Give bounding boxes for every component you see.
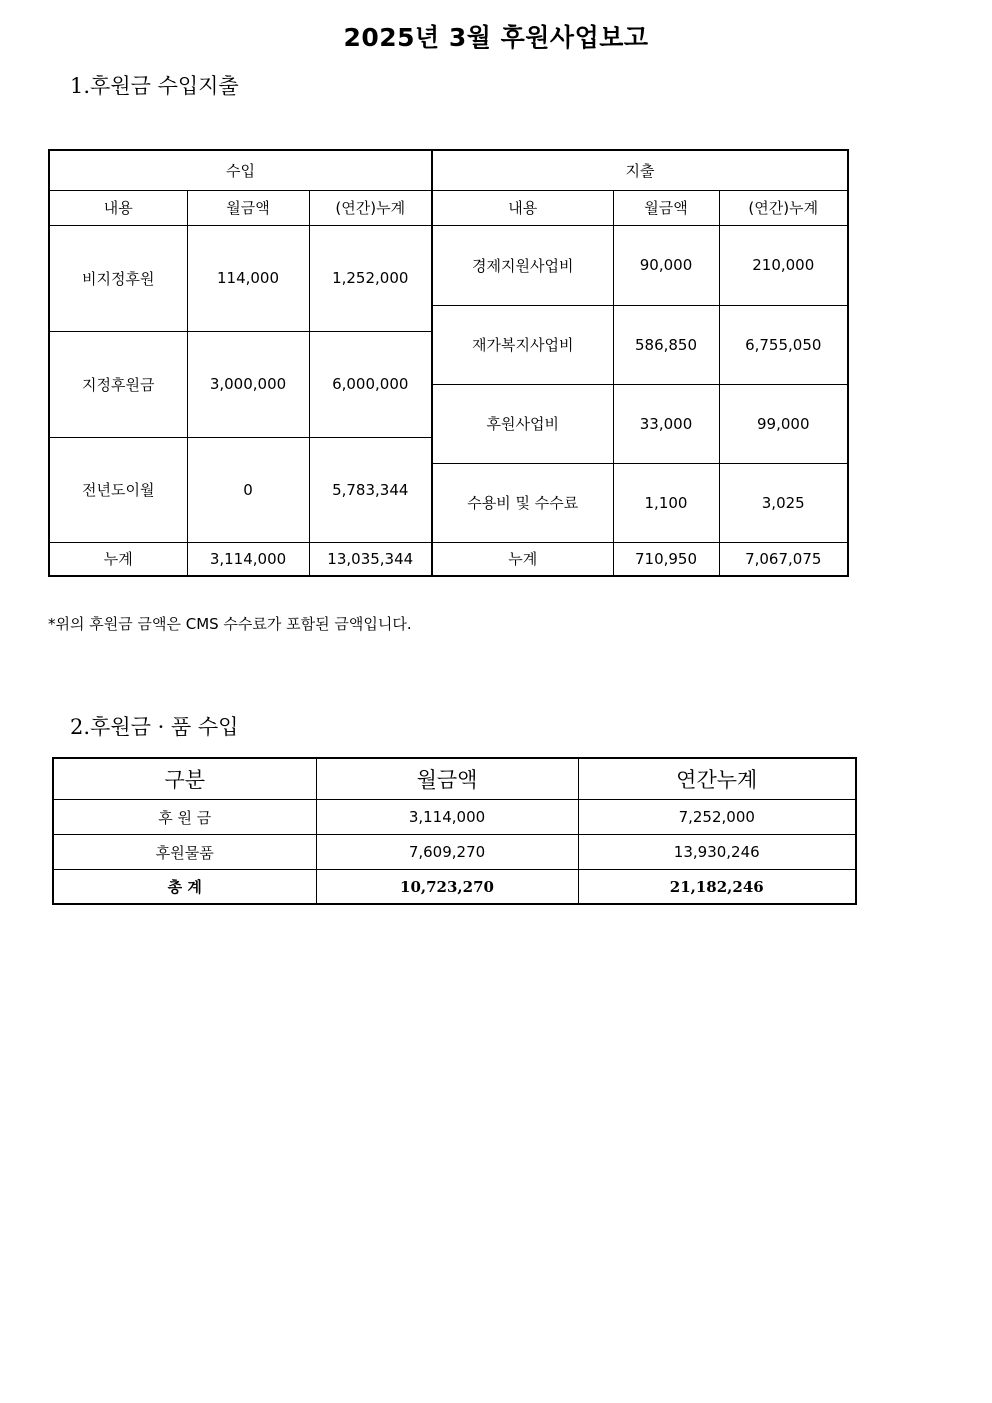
- summary-col-category: 구분: [53, 758, 316, 800]
- expense-row-label: 수용비 및 수수료: [432, 463, 613, 542]
- expense-row-annual: 99,000: [719, 384, 848, 463]
- expense-col-label: 내용: [432, 190, 613, 225]
- expense-header: 지출: [432, 150, 848, 190]
- expense-total-label: 누계: [432, 542, 613, 576]
- page-title: 2025년 3월 후원사업보고: [343, 23, 649, 52]
- section2-heading: 2.후원금 · 품 수입: [70, 715, 239, 739]
- expense-row-label: 후원사업비: [432, 384, 613, 463]
- summary-total-annual: 21,182,246: [578, 870, 856, 905]
- income-row-label: 비지정후원: [49, 225, 187, 331]
- expense-row-annual: 210,000: [719, 225, 848, 305]
- income-total-monthly: 3,114,000: [187, 542, 309, 576]
- income-col-label: 내용: [49, 190, 187, 225]
- income-row-monthly: 114,000: [187, 225, 309, 331]
- summary-row-label: 후 원 금: [53, 800, 316, 835]
- summary-total-label: 총 계: [53, 870, 316, 905]
- expense-row-label: 경제지원사업비: [432, 225, 613, 305]
- expense-row-monthly: 1,100: [613, 463, 719, 542]
- income-row-annual: 5,783,344: [309, 437, 432, 542]
- income-col-monthly: 월금액: [187, 190, 309, 225]
- expense-col-monthly: 월금액: [613, 190, 719, 225]
- summary-total-monthly: 10,723,270: [316, 870, 578, 905]
- expense-total-annual: 7,067,075: [719, 542, 848, 576]
- income-expense-table: [48, 149, 849, 577]
- expense-row-label: 재가복지사업비: [432, 305, 613, 384]
- income-row-annual: 1,252,000: [309, 225, 432, 331]
- summary-row-annual: 13,930,246: [578, 835, 856, 870]
- expense-total-monthly: 710,950: [613, 542, 719, 576]
- income-total-label: 누계: [49, 542, 187, 576]
- expense-col-annual: (연간)누계: [719, 190, 848, 225]
- summary-row-monthly: 7,609,270: [316, 835, 578, 870]
- expense-row-monthly: 586,850: [613, 305, 719, 384]
- income-row-monthly: 3,000,000: [187, 331, 309, 437]
- income-row-annual: 6,000,000: [309, 331, 432, 437]
- income-col-annual: (연간)누계: [309, 190, 432, 225]
- summary-row-label: 후원물품: [53, 835, 316, 870]
- income-total-annual: 13,035,344: [309, 542, 432, 576]
- summary-row-annual: 7,252,000: [578, 800, 856, 835]
- expense-row-monthly: 33,000: [613, 384, 719, 463]
- income-row-label: 지정후원금: [49, 331, 187, 437]
- donation-summary-table: [52, 757, 857, 905]
- summary-col-monthly: 월금액: [316, 758, 578, 800]
- expense-row-monthly: 90,000: [613, 225, 719, 305]
- summary-row-monthly: 3,114,000: [316, 800, 578, 835]
- fee-note: *위의 후원금 금액은 CMS 수수료가 포함된 금액입니다.: [48, 615, 412, 633]
- summary-col-annual: 연간누계: [578, 758, 856, 800]
- expense-row-annual: 3,025: [719, 463, 848, 542]
- income-row-label: 전년도이월: [49, 437, 187, 542]
- expense-row-annual: 6,755,050: [719, 305, 848, 384]
- income-header: 수입: [49, 150, 432, 190]
- income-row-monthly: 0: [187, 437, 309, 542]
- section1-heading: 1.후원금 수입지출: [70, 74, 239, 98]
